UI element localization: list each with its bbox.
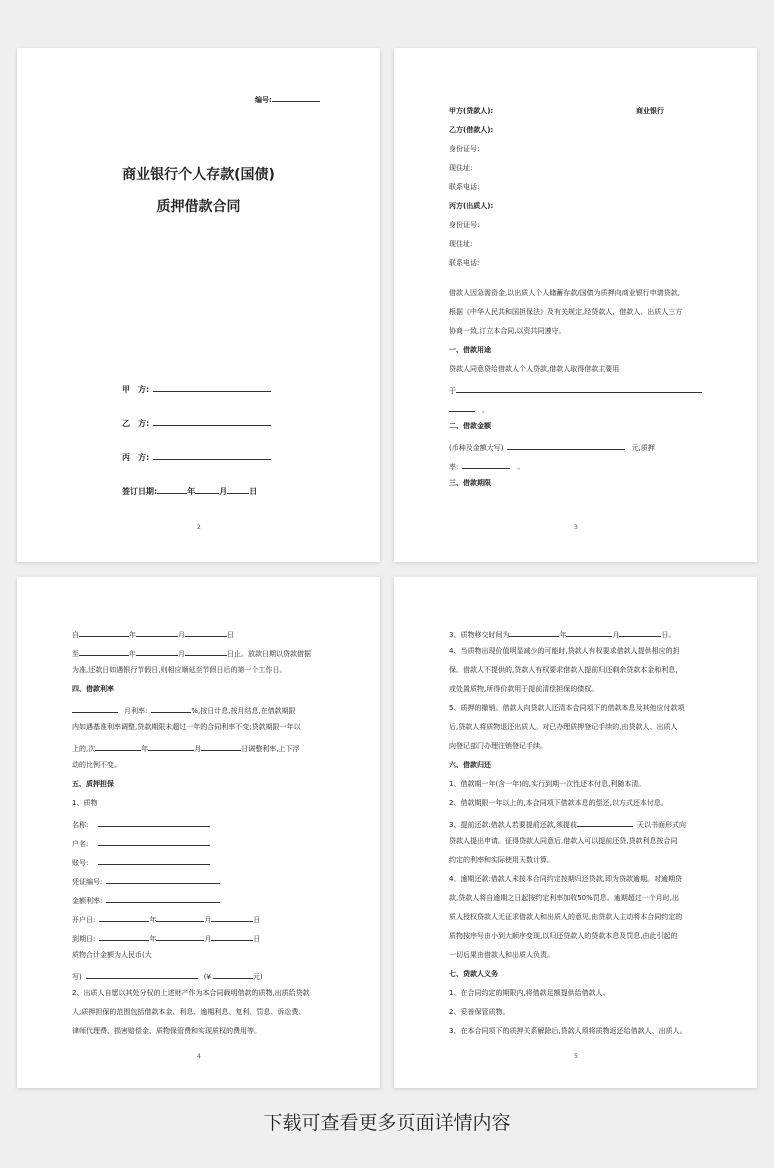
term-note: 为准,还款日如遇银行节假日,则相应顺延至节假日后的第一个工作日。 <box>72 666 287 674</box>
from-day-blank <box>185 627 227 637</box>
prepayment-days-blank <box>577 817 633 827</box>
section-2-heading: 二、借款金额 <box>449 422 491 430</box>
clause-line: 贷款人提出申请。征得贷款人同意后,借款人可以提前还贷,贷款利息按合同 <box>449 837 678 845</box>
intro-line-1: 借款人因急需资金,以出质人个人储蓄存款/国债为质押向商业银行申请贷款, <box>449 289 680 297</box>
field-account-blank <box>98 855 210 865</box>
field-open-date <box>72 912 260 925</box>
year-blank <box>157 484 187 494</box>
next-day-blank <box>201 741 241 751</box>
yuan-tail: 元) <box>252 973 263 981</box>
to-day-blank <box>185 646 227 656</box>
next-label: 上的,次 <box>72 745 96 753</box>
monthly-rate-blank <box>151 703 191 713</box>
term-from-line <box>72 627 234 640</box>
open-year-blank <box>99 912 149 922</box>
rate-adjust-line-3: 动的比例不变。 <box>72 761 121 769</box>
day-blank <box>227 484 249 494</box>
next-year-blank <box>95 741 141 751</box>
section-1-heading: 一、借款用途 <box>449 346 491 354</box>
party-c-label: 丙 方: <box>122 453 150 462</box>
open-day-label: 日 <box>253 916 261 924</box>
transfer-month-label: 月 <box>612 631 620 639</box>
page-number: 3 <box>574 524 578 531</box>
clause-line: 1、在合同约定的期限内,将借款足额提供给借款人。 <box>449 989 610 997</box>
field-name-blank <box>98 817 210 827</box>
sign-date-label: 签订日期: <box>122 487 158 496</box>
pledge-clause-line-1: 2、出质人自愿以其处分权的上述财产作为本合同载明借款的质物,出质给贷款 <box>72 989 310 997</box>
party-b-label: 乙 方: <box>122 419 150 428</box>
pledgor-phone-label: 联系电话: <box>449 259 480 267</box>
field-account-name-label: 户名: <box>72 840 89 848</box>
amount-label: (币种及金额大写) <box>449 444 504 452</box>
clause-line: 向登记部门办理注销登记手续。 <box>449 742 547 750</box>
party-a-blank <box>153 382 271 392</box>
clause-line: 或处置质物,所得价款用于提前清偿担保的债权。 <box>449 685 599 693</box>
field-due-label: 到期日: <box>72 935 96 943</box>
next-month-blank <box>148 741 194 751</box>
field-amount-rate-blank <box>106 893 220 903</box>
intro-line-3: 协商一致,订立本合同,以资共同遵守。 <box>449 327 566 335</box>
pledge-rate-label: 率: <box>449 463 459 471</box>
party-b-blank <box>153 416 271 426</box>
due-day-label: 日 <box>253 935 261 943</box>
field-voucher <box>72 874 220 887</box>
rate-tail: %,按日计息,按月结息,在借款期限 <box>191 707 296 715</box>
pledge-rate-blank <box>462 459 510 469</box>
rate-type-blank <box>72 703 118 713</box>
clause-line: 1、借款期一年(含一年)的,实行到期一次性还本付息,利随本清。 <box>449 780 646 788</box>
clause-line: 质人授权贷款人无征求借款人和出质人的意见,由贷款人主动将本合同约定的 <box>449 913 683 921</box>
due-year-blank <box>99 931 149 941</box>
next-month-label: 月 <box>194 745 202 753</box>
section-5-heading: 五、质押担保 <box>72 780 114 788</box>
prepayment-line <box>449 817 686 830</box>
lender-name: 商业银行 <box>636 107 664 115</box>
amount-blank <box>507 440 625 450</box>
yuan-symbol-label: (¥ <box>203 973 211 981</box>
contract-number-blank <box>272 92 320 102</box>
transfer-day-label: 日。 <box>661 631 676 639</box>
page-number: 5 <box>574 1053 578 1060</box>
total-amount-words-line <box>72 969 263 982</box>
to-month-blank <box>136 646 178 656</box>
field-amount-rate-label: 金额利率: <box>72 897 103 905</box>
section-6-heading: 六、借款归还 <box>449 761 491 769</box>
from-month-label: 月 <box>178 631 185 639</box>
monthly-rate-label: 月利率: <box>124 707 148 715</box>
due-month-blank <box>156 931 204 941</box>
field-account-name <box>72 836 210 849</box>
section-2-rate-line: 率: 。 <box>449 459 524 472</box>
from-label: 自 <box>72 631 79 639</box>
transfer-time-label: 3、质物移交时间为 <box>449 631 510 639</box>
open-year-label: 年 <box>149 916 157 924</box>
contract-number <box>255 92 320 105</box>
party-b-line <box>122 416 271 429</box>
borrower-phone-label: 联系电话: <box>449 183 480 191</box>
day-label: 日 <box>249 487 258 496</box>
yuan-blank <box>213 969 253 979</box>
pledge-clause-line-2: 人;质押担保的范围包括借款本金、利息、逾期利息、复利、罚息、诉讼费、 <box>72 1008 306 1016</box>
clause-line: 2、借款期限一年以上的,本合同项下借款本息的偿还,以方式还本付息。 <box>449 799 668 807</box>
transfer-time-line <box>449 627 675 640</box>
from-year-blank <box>79 627 129 637</box>
due-year-label: 年 <box>149 935 157 943</box>
field-voucher-blank <box>106 874 220 884</box>
transfer-day-blank <box>619 627 661 637</box>
month-blank <box>195 484 219 494</box>
section-2-amount-line <box>449 440 655 453</box>
document-page-terms <box>17 577 380 1088</box>
from-year-label: 年 <box>129 631 136 639</box>
pledgor-address-label: 现住址: <box>449 240 473 248</box>
from-month-blank <box>136 627 178 637</box>
section-1-purpose-line <box>449 383 702 396</box>
to-label: 至 <box>72 650 79 658</box>
document-page-parties <box>394 48 757 562</box>
open-month-label: 月 <box>204 916 212 924</box>
rate-line <box>72 703 296 716</box>
field-name-label: 名称: <box>72 821 89 829</box>
due-month-label: 月 <box>204 935 212 943</box>
party-a-label: 甲 方: <box>122 385 150 394</box>
pledge-clause-line-3: 律师代理费、损害赔偿金、质物保管费和实现质权的费用等。 <box>72 1027 261 1035</box>
field-name <box>72 817 210 830</box>
pledgor-label: 丙方(出质人): <box>449 202 494 210</box>
clause-line: 2、妥善保管质物。 <box>449 1008 510 1016</box>
clause-line: 4、当质物出现价值明显减少的可能时,贷款人有权要求借款人提供相应的担 <box>449 647 680 655</box>
field-due-date <box>72 931 260 944</box>
amount-tail: 元,质押 <box>631 444 655 452</box>
party-c-blank <box>153 450 271 460</box>
field-account-label: 账号: <box>72 859 89 867</box>
title-line-2: 质押借款合同 <box>156 199 241 215</box>
section-1-text: 贷款人同意贷给借款人个人贷款,借款人取得借款主要用 <box>449 365 620 373</box>
page-number: 2 <box>197 524 201 531</box>
field-amount-rate <box>72 893 220 906</box>
total-amount-line: 质物合计金额为人民币(大 <box>72 951 152 959</box>
to-year-label: 年 <box>129 650 136 658</box>
section-3-heading: 三、借款期限 <box>449 479 491 487</box>
clause-line: 后,贷款人将质物退还出质人。对已办理质押登记手续的,由贷款人、出质人 <box>449 723 678 731</box>
prepayment-label: 3、提前还款:借款人若要提前还款,须提前 <box>449 821 578 829</box>
lender-label: 甲方(贷款人): <box>449 107 494 115</box>
open-month-blank <box>156 912 204 922</box>
title-line-1: 商业银行个人存款(国债) <box>122 167 275 183</box>
due-day-blank <box>211 931 253 941</box>
section-1-purpose-cont: 。 <box>449 402 489 415</box>
rate-adjust-line-2 <box>72 741 299 754</box>
intro-line-2: 根据《中华人民共和国担保法》及有关规定,经贷款人、借款人、出质人三方 <box>449 308 683 316</box>
document-page-repayment <box>394 577 757 1088</box>
from-day-label: 日 <box>227 631 234 639</box>
clause-line: 约定的利率和实际使用天数计算。 <box>449 856 554 864</box>
words-blank <box>86 969 198 979</box>
adjust-tail: 日调整利率,上下浮 <box>241 745 300 753</box>
sign-date-line <box>122 484 257 497</box>
contract-number-label: 编号: <box>255 96 272 104</box>
next-year-label: 年 <box>141 745 149 753</box>
clause-line: 3、在本合同项下的质押关系解除后,贷款人须将质物返还给借款人、出质人。 <box>449 1027 687 1035</box>
clause-line: 5、质押的撤销。借款人向贷款人还清本合同项下的借款本息及其他应付款项 <box>449 704 685 712</box>
words-label: 写) <box>72 973 82 981</box>
borrower-address-label: 现住址: <box>449 164 473 172</box>
purpose-prefix: 于 <box>449 387 456 395</box>
field-open-label: 开户日: <box>72 916 96 924</box>
to-month-label: 月 <box>178 650 185 658</box>
purpose-blank-2 <box>449 402 475 412</box>
clause-line: 质物按序号由小到大顺序变现,以归还贷款人的贷款本息及罚息,由此引起的 <box>449 932 678 940</box>
term-to-line <box>72 646 311 659</box>
to-tail: 日止。放款日期以贷款借据 <box>227 650 311 658</box>
pledgor-id-label: 身份证号: <box>449 221 480 229</box>
prepayment-tail: 天以书面形式向 <box>637 821 687 829</box>
page-number: 4 <box>197 1053 201 1060</box>
section-7-heading: 七、贷款人义务 <box>449 970 498 978</box>
open-day-blank <box>211 912 253 922</box>
clause-line: 4、逾期还款:借款人未按本合同约定按期归还贷款,即为贷款逾期。对逾期贷 <box>449 875 683 883</box>
pledge-item-heading: 1、质物 <box>72 799 98 807</box>
clause-line: 保。借款人不提供的,贷款人有权要求借款人提前归还剩余贷款本金和利息, <box>449 666 678 674</box>
field-account-name-blank <box>98 836 210 846</box>
field-account <box>72 855 210 868</box>
clause-line: 款,贷款人将自逾期之日起按约定利率加收50%罚息。逾期超过一个月时,出 <box>449 894 680 902</box>
transfer-year-label: 年 <box>559 631 567 639</box>
party-a-line <box>122 382 271 395</box>
transfer-month-blank <box>566 627 612 637</box>
year-label: 年 <box>187 487 196 496</box>
section-4-heading: 四、借款利率 <box>72 685 114 693</box>
borrower-label: 乙方(借款人): <box>449 126 494 134</box>
transfer-year-blank <box>509 627 559 637</box>
party-c-line <box>122 450 271 463</box>
field-voucher-label: 凭证编号: <box>72 878 103 886</box>
rate-adjust-line: 内如遇基准利率调整,贷款期限未超过一年的合同利率不变;贷款期限一年以 <box>72 723 301 731</box>
download-more-caption: 下载可查看更多页面详情内容 <box>263 1112 511 1134</box>
clause-line: 一切后果由借款人和出质人负责。 <box>449 951 554 959</box>
purpose-blank <box>456 383 702 393</box>
document-page-cover <box>17 48 380 562</box>
month-label: 月 <box>219 487 228 496</box>
to-year-blank <box>79 646 129 656</box>
borrower-id-label: 身份证号: <box>449 145 480 153</box>
